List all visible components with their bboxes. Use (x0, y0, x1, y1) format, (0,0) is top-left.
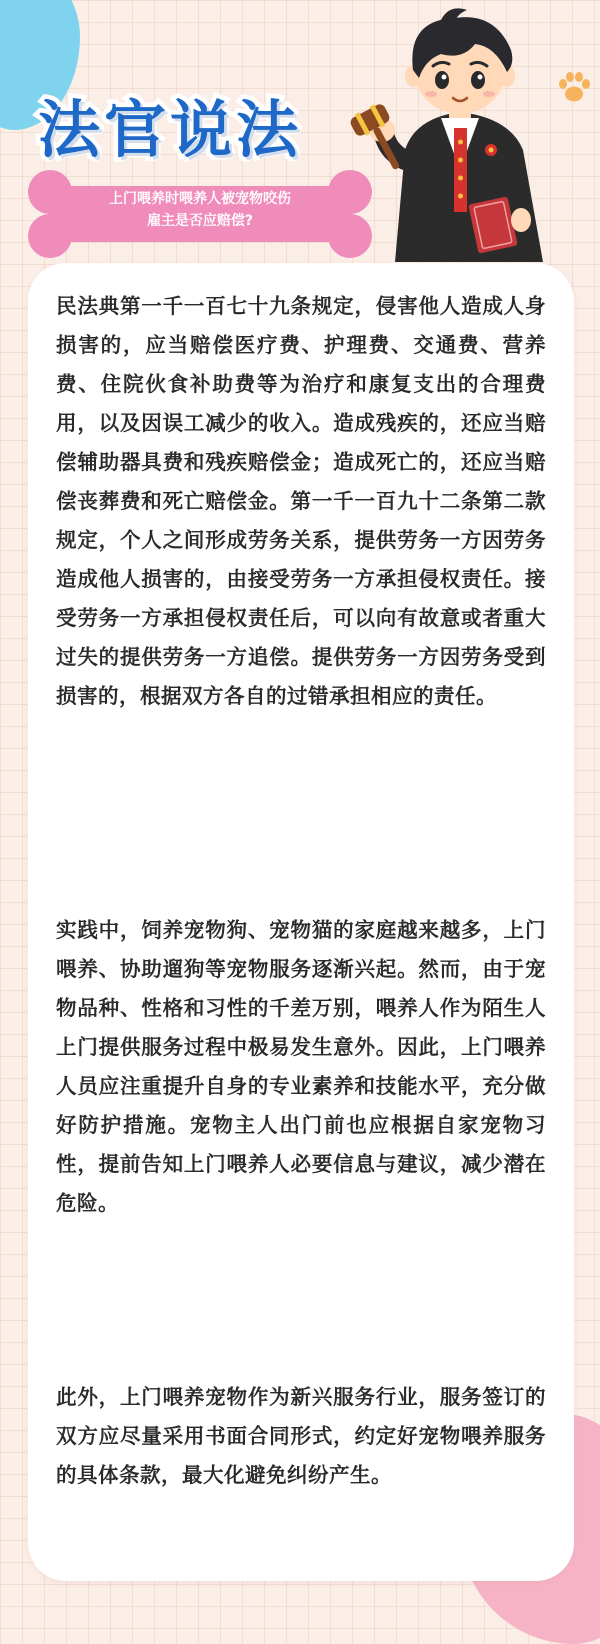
page-title: 法官说法 (38, 93, 303, 166)
content-paragraph-1: 民法典第一千一百七十九条规定，侵害他人造成人身损害的，应当赔偿医疗费、护理费、交通费、营养费、住院伙食补助费等为治疗和康复支出的合理费用，以及因误工减少的收入。造成残疾的，还应当赔偿辅助器具费和残疾赔偿金；造成死亡的，还应当赔偿丧葬费和死亡赔偿金。第一千一百九十二条第二款规定，个人之间形成劳务关系，提供劳务一方因劳务造成他人损害的，由接受劳务一方承担侵权责任。接受劳务一方承担侵权责任后，可以向有故意或者重大过失的提供劳务一方追偿。提供劳务一方因劳务受到损害的，根据双方各自的过错承担相应的责任。 (56, 294, 546, 708)
content-paragraph-2: 实践中，饲养宠物狗、宠物猫的家庭越来越多，上门喂养、协助遛狗等宠物服务逐渐兴起。然而，由于宠物品种、性格和习性的千差万别，喂养人作为陌生人上门提供服务过程中极易发生意外。因此，上门喂养人员应注重提升自身的专业素养和技能水平，充分做好防护措施。宠物主人出门前也应根据自家宠物习性，提前告知上门喂养人必要信息与建议，减少潜在危险。 (56, 918, 546, 1215)
content-card (28, 263, 574, 1581)
subtitle-line-2: 雇主是否应赔偿? (146, 213, 254, 229)
subtitle-text (60, 188, 340, 232)
subtitle-line-1: 上门喂养时喂养人被宠物咬伤 (109, 191, 291, 207)
subtitle-bone-banner (20, 168, 380, 260)
content-paragraph-3: 此外，上门喂养宠物作为新兴服务行业，服务签订的双方应尽量采用书面合同形式，约定好宠物喂养服务的具体条款，最大化避免纠纷产生。 (56, 1385, 546, 1487)
judge-illustration (345, 0, 575, 262)
